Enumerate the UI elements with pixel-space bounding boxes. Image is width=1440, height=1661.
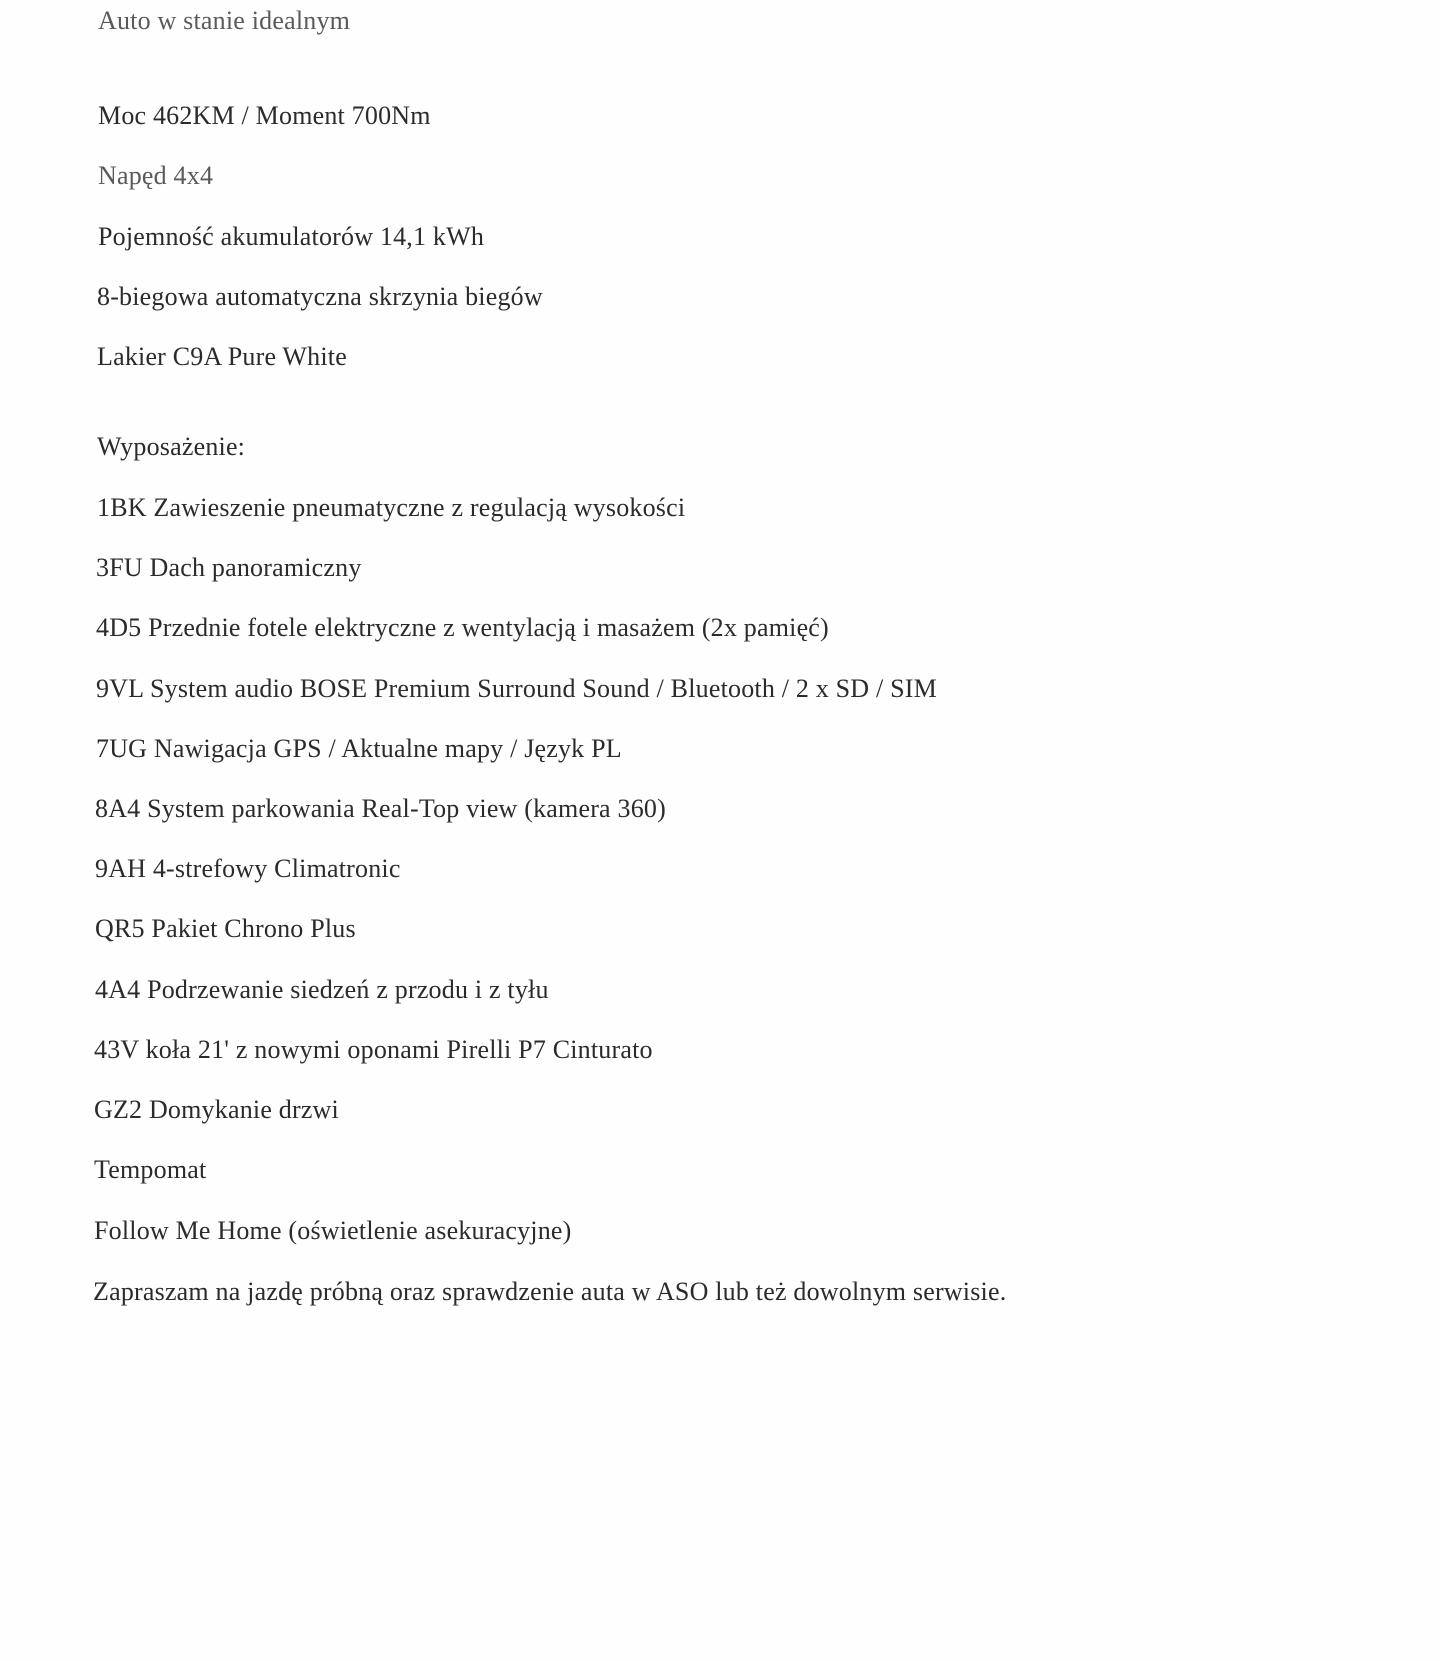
equipment-item: 4A4 Podrzewanie siedzeń z przodu i z tyłu (95, 975, 549, 1004)
spec-drive: Napęd 4x4 (98, 161, 214, 190)
spec-paint: Lakier C9A Pure White (97, 342, 347, 371)
equipment-item: Follow Me Home (oświetlenie asekuracyjne) (94, 1216, 572, 1245)
equipment-item: 9AH 4-strefowy Climatronic (95, 854, 401, 883)
spec-gearbox: 8-biegowa automatyczna skrzynia biegów (97, 282, 543, 311)
equipment-item: QR5 Pakiet Chrono Plus (95, 914, 356, 943)
equipment-item: 3FU Dach panoramiczny (96, 553, 362, 582)
equipment-item: 8A4 System parkowania Real-Top view (kamera 360) (95, 794, 666, 823)
equipment-item: 4D5 Przednie fotele elektryczne z wentylacją i masażem (2x pamięć) (96, 613, 829, 642)
intro-text: Auto w stanie idealnym (98, 6, 351, 35)
equipment-item: 9VL System audio BOSE Premium Surround Sound / Bluetooth / 2 x SD / SIM (96, 674, 937, 703)
equipment-item: 1BK Zawieszenie pneumatyczne z regulacją wysokości (97, 493, 686, 522)
equipment-item: 7UG Nawigacja GPS / Aktualne mapy / Język PL (96, 734, 622, 763)
equipment-item: GZ2 Domykanie drzwi (94, 1095, 339, 1124)
equipment-heading: Wyposażenie: (97, 432, 246, 461)
spec-power-torque: Moc 462KM / Moment 700Nm (98, 101, 431, 130)
equipment-item: 43V koła 21' z nowymi oponami Pirelli P7 Cinturato (94, 1035, 653, 1064)
spec-battery: Pojemność akumulatorów 14,1 kWh (98, 222, 485, 251)
closing-text: Zapraszam na jazdę próbną oraz sprawdzenie auta w ASO lub też dowolnym serwisie. (93, 1277, 1007, 1306)
equipment-item: Tempomat (94, 1155, 207, 1184)
